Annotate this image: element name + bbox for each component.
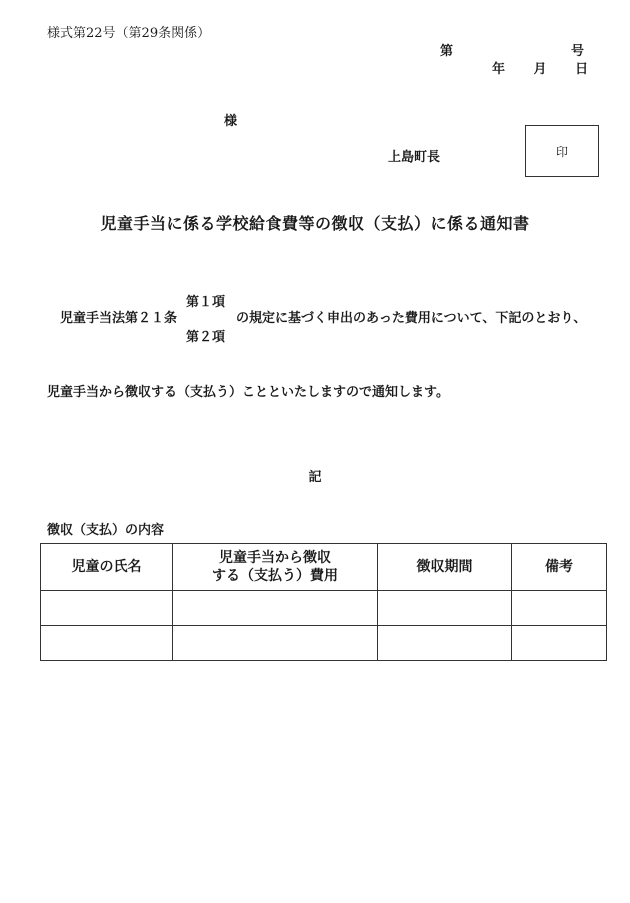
- seal-label: 印: [555, 144, 568, 159]
- date-month: 月: [533, 62, 547, 77]
- header-fee: 児童手当から徴収 する（支払う）費用: [173, 544, 378, 591]
- header-remarks: 備考: [512, 544, 607, 591]
- header-child-name: 児童の氏名: [41, 544, 173, 591]
- body-text-line1: の規定に基づく申出のあった費用について、下記のとおり、: [236, 311, 587, 326]
- table-label: 徴収（支払）の内容: [47, 523, 165, 538]
- ki-heading: 記: [308, 470, 322, 485]
- date-year: 年: [492, 62, 506, 77]
- detail-table: [40, 543, 607, 661]
- addressee-honorific: 様: [224, 114, 238, 129]
- date-day: 日: [575, 62, 589, 77]
- table-row: [41, 591, 607, 626]
- body-text-line2: 児童手当から徴収する（支払う）ことといたしますので通知します。: [47, 385, 449, 400]
- header-period: 徴収期間: [378, 544, 512, 591]
- cell-fee: [173, 626, 378, 661]
- issuer-name: 上島町長: [388, 150, 441, 165]
- seal-box: [525, 125, 599, 177]
- cell-fee: [173, 591, 378, 626]
- table-row: [41, 626, 607, 661]
- cell-child-name: [41, 626, 173, 661]
- issue-date: [492, 58, 588, 77]
- doc-number-suffix: 号: [570, 44, 584, 59]
- form-number: 様式第22号（第29条関係）: [47, 26, 211, 41]
- cell-remarks: [512, 626, 607, 661]
- document-title: 児童手当に係る学校給食費等の徴収（支払）に係る通知書: [100, 214, 530, 233]
- cell-remarks: [512, 591, 607, 626]
- law-reference: 児童手当法第２１条: [60, 311, 178, 326]
- paragraph-1: 第１項: [186, 295, 226, 310]
- table-header-row: [41, 544, 607, 591]
- cell-child-name: [41, 591, 173, 626]
- doc-number-prefix: 第: [440, 44, 454, 59]
- paragraph-2: 第２項: [186, 330, 226, 345]
- cell-period: [378, 626, 512, 661]
- cell-period: [378, 591, 512, 626]
